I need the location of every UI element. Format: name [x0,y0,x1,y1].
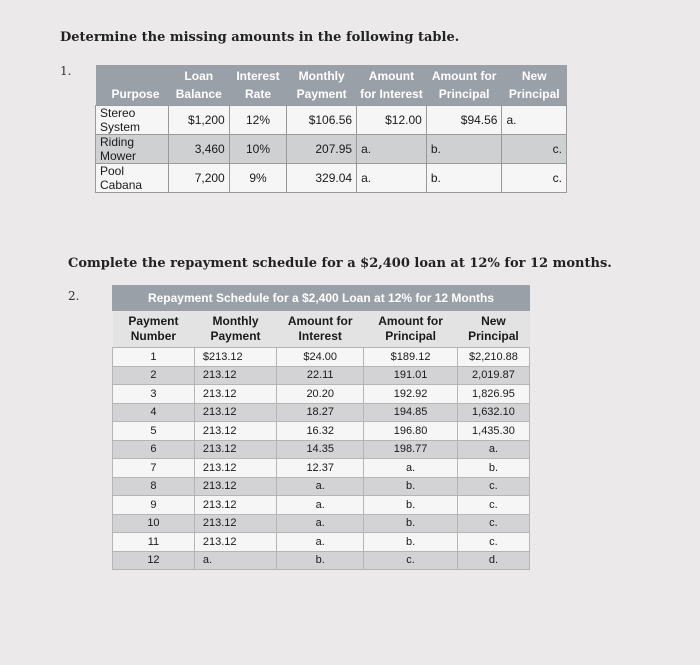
cell: 207.95 [287,135,357,164]
problem2-heading: Complete the repayment schedule for a $2,400 loan at 12% for 12 months. [68,256,612,271]
schedule-row [113,422,530,441]
cell: $12.00 [357,106,427,135]
schedule-row [113,533,530,552]
schedule-row [113,551,530,570]
cell: c. [502,164,567,193]
loan-table [95,65,567,193]
cell: b. [364,496,458,515]
cell: 10% [229,135,287,164]
loan-row [96,164,567,193]
cell: 16.32 [277,422,364,441]
cell: 4 [113,403,195,422]
cell: 213.12 [194,514,276,533]
cell: 10 [113,514,195,533]
header-amount-interest: Amount for Interest [357,65,427,106]
header-new-principal: New Principal [457,311,529,348]
cell: 12 [113,551,195,570]
schedule-body [113,348,530,570]
problem1-heading: Determine the missing amounts in the following table. [60,30,460,45]
cell: 194.85 [364,403,458,422]
cell: $2,210.88 [457,348,529,367]
cell: 2 [113,366,195,385]
schedule-row [113,348,530,367]
header-amount-principal: Amount for Principal [364,311,458,348]
cell: $24.00 [277,348,364,367]
header-new-principal: New Principal [502,65,567,106]
cell: a. [277,477,364,496]
cell: 20.20 [277,385,364,404]
schedule-row [113,403,530,422]
cell: 1,826.95 [457,385,529,404]
cell: 6 [113,440,195,459]
cell: 192.92 [364,385,458,404]
cell: 7 [113,459,195,478]
problem2-number: 2. [68,289,80,303]
cell: b. [457,459,529,478]
cell: 7,200 [168,164,229,193]
repayment-schedule-table [112,311,530,570]
cell: 213.12 [194,477,276,496]
loan-table-header [96,65,567,106]
cell: 3,460 [168,135,229,164]
cell: d. [457,551,529,570]
loan-row [96,106,567,135]
cell: a. [364,459,458,478]
cell: $213.12 [194,348,276,367]
cell: 9 [113,496,195,515]
cell: $94.56 [426,106,502,135]
cell: b. [364,477,458,496]
cell: 14.35 [277,440,364,459]
schedule-row [113,477,530,496]
cell: 213.12 [194,422,276,441]
cell: 213.12 [194,366,276,385]
cell: c. [457,496,529,515]
cell: c. [457,533,529,552]
schedule-row [113,514,530,533]
cell: a. [277,496,364,515]
cell: $106.56 [287,106,357,135]
cell: a. [502,106,567,135]
cell: 3 [113,385,195,404]
cell: a. [277,514,364,533]
cell: c. [364,551,458,570]
header-monthly-payment: Monthly Payment [194,311,276,348]
cell: a. [357,135,427,164]
cell: b. [426,135,502,164]
cell: 9% [229,164,287,193]
cell: b. [364,533,458,552]
cell: a. [457,440,529,459]
cell: 5 [113,422,195,441]
cell: a. [357,164,427,193]
cell: a. [194,551,276,570]
cell: Pool Cabana [96,164,169,193]
problem1-number: 1. [60,64,72,78]
cell: c. [502,135,567,164]
cell: 1 [113,348,195,367]
cell: Stereo System [96,106,169,135]
loan-row [96,135,567,164]
header-amount-interest: Amount for Interest [277,311,364,348]
cell: 12% [229,106,287,135]
cell: $189.12 [364,348,458,367]
cell: 213.12 [194,385,276,404]
cell: 2,019.87 [457,366,529,385]
cell: 196.80 [364,422,458,441]
schedule-row [113,496,530,515]
cell: 198.77 [364,440,458,459]
cell: Riding Mower [96,135,169,164]
cell: 329.04 [287,164,357,193]
cell: a. [277,533,364,552]
schedule-row [113,385,530,404]
cell: 18.27 [277,403,364,422]
cell: b. [364,514,458,533]
cell: b. [277,551,364,570]
header-monthly-payment: Monthly Payment [287,65,357,106]
cell: c. [457,477,529,496]
header-loan-balance: Loan Balance [168,65,229,106]
schedule-row [113,366,530,385]
schedule-caption: Repayment Schedule for a $2,400 Loan at 12% for 12 Months [112,285,530,311]
cell: 213.12 [194,403,276,422]
header-purpose: Purpose [96,65,169,106]
cell: 1,435.30 [457,422,529,441]
cell: $1,200 [168,106,229,135]
cell: 213.12 [194,459,276,478]
schedule-header [113,311,530,348]
schedule-row [113,440,530,459]
schedule-row [113,459,530,478]
cell: 213.12 [194,440,276,459]
cell: 1,632.10 [457,403,529,422]
header-amount-principal: Amount for Principal [426,65,502,106]
cell: 8 [113,477,195,496]
cell: 11 [113,533,195,552]
cell: 191.01 [364,366,458,385]
header-payment-number: Payment Number [113,311,195,348]
header-interest-rate: Interest Rate [229,65,287,106]
cell: b. [426,164,502,193]
cell: 213.12 [194,496,276,515]
cell: c. [457,514,529,533]
cell: 22.11 [277,366,364,385]
cell: 213.12 [194,533,276,552]
cell: 12.37 [277,459,364,478]
